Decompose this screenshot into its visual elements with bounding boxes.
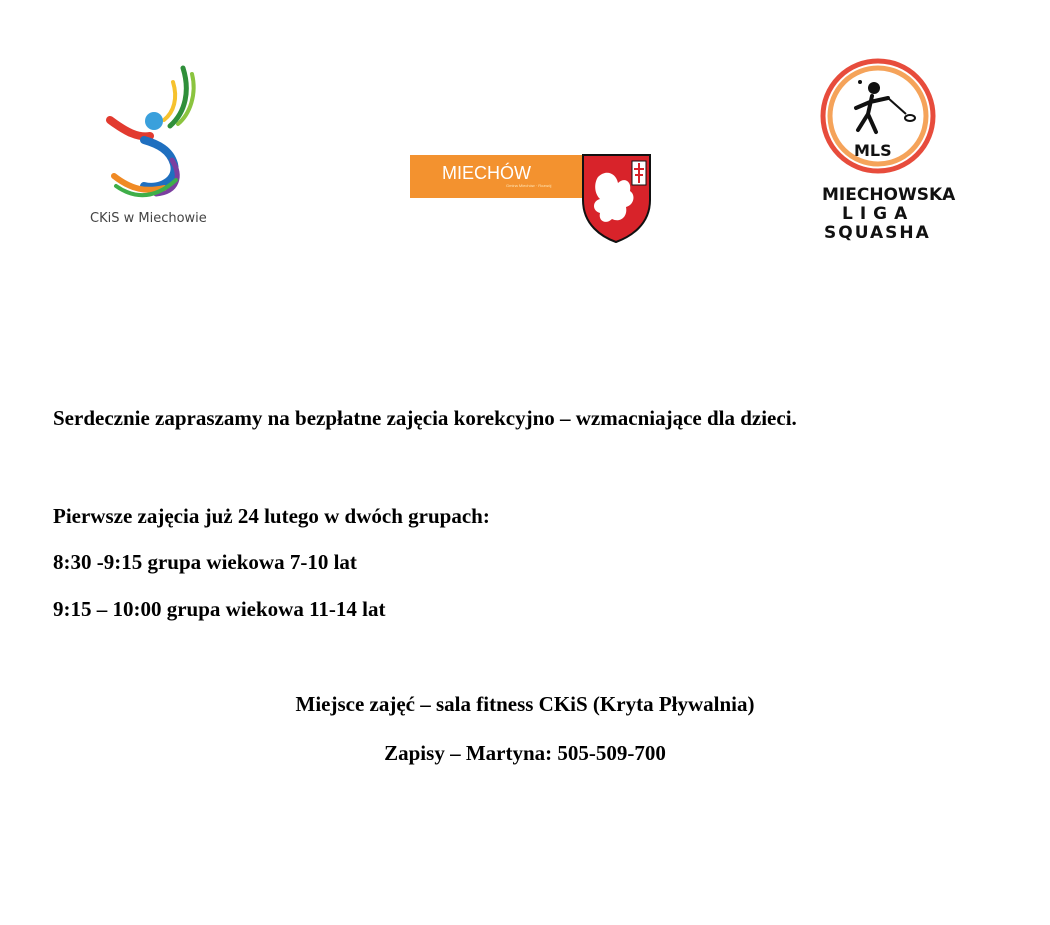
mls-line2: LIGA <box>842 204 915 224</box>
group2-schedule: 9:15 – 10:00 grupa wiekowa 11-14 lat <box>53 597 386 621</box>
mls-badge-text: MLS <box>854 141 892 160</box>
location-text: Miejsce zajęć – sala fitness CKiS (Kryta Pływalnia) <box>295 692 755 716</box>
miechow-logo <box>410 155 655 245</box>
group1-schedule: 8:30 -9:15 grupa wiekowa 7-10 lat <box>53 550 357 574</box>
miechow-subtitle: Gmina Miechów · Rozwój <box>506 183 552 188</box>
mls-logo <box>812 58 956 248</box>
signup-contact: Zapisy – Martyna: 505-509-700 <box>384 741 666 765</box>
griffin-coat-of-arms-icon <box>583 155 650 242</box>
mls-line1: MIECHOWSKA <box>822 185 956 205</box>
ckis-logo <box>86 60 226 235</box>
mls-badge <box>823 61 933 171</box>
miechow-banner-text: MIECHÓW <box>442 163 531 183</box>
mls-line3: SQUASHA <box>824 223 931 243</box>
first-classes-text: Pierwsze zajęcia już 24 lutego w dwóch grupach: <box>53 504 490 528</box>
invitation-text: Serdecznie zapraszamy na bezpłatne zajęcia korekcyjno – wzmacniające dla dzieci. <box>53 406 797 430</box>
ckis-dancer-icon <box>110 68 194 195</box>
ckis-caption: CKiS w Miechowie <box>90 211 207 226</box>
